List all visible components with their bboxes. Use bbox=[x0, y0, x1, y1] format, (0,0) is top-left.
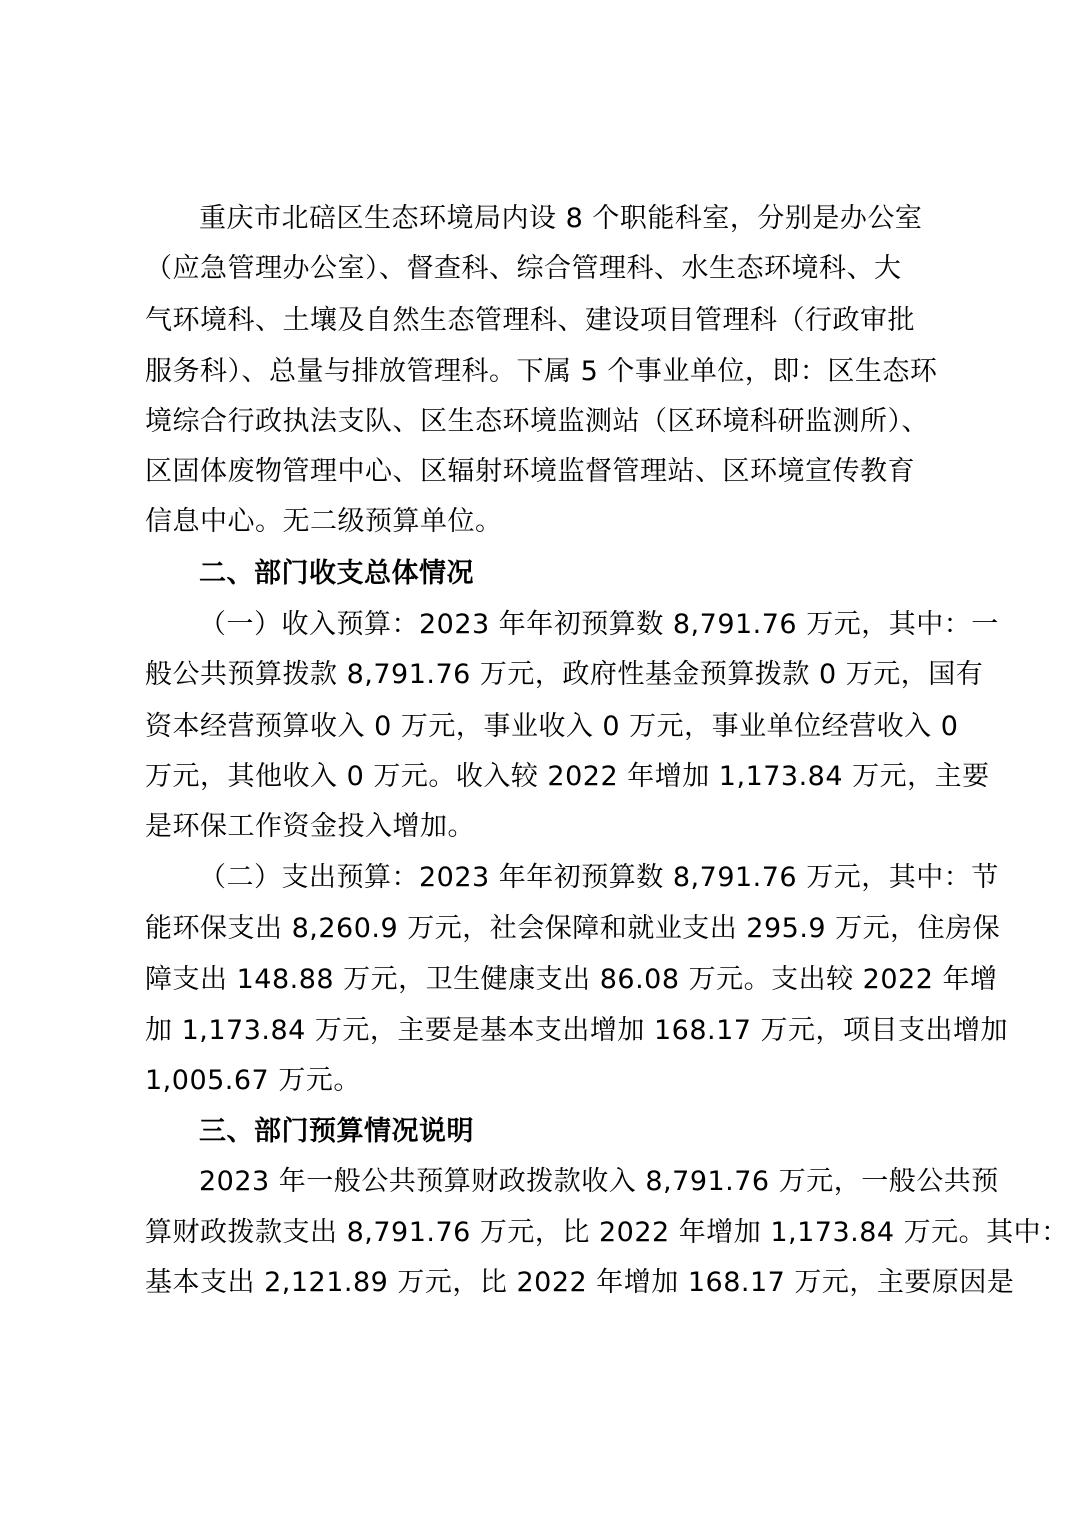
paragraph-line: （一）收入预算：2023 年年初预算数 8,791.76 万元，其中：一 bbox=[199, 609, 999, 640]
section-heading: 三、部门预算情况说明 bbox=[199, 1116, 474, 1147]
paragraph-line: 2023 年一般公共预算财政拨款收入 8,791.76 万元，一般公共预 bbox=[199, 1166, 999, 1197]
paragraph-line: 般公共预算拨款 8,791.76 万元，政府性基金预算拨款 0 万元，国有 bbox=[145, 659, 984, 690]
paragraph-line: 信息中心。无二级预算单位。 bbox=[145, 506, 503, 537]
paragraph-line: 气环境科、土壤及自然生态管理科、建设项目管理科（行政审批 bbox=[145, 305, 915, 336]
paragraph-line: 资本经营预算收入 0 万元，事业收入 0 万元，事业单位经营收入 0 bbox=[145, 711, 959, 742]
paragraph-line: 算财政拨款支出 8,791.76 万元，比 2022 年增加 1,173.84 万元。其中： bbox=[145, 1217, 1069, 1248]
paragraph-line: （应急管理办公室）、督查科、综合管理科、水生态环境科、大 bbox=[145, 253, 902, 284]
paragraph-line: 区固体废物管理中心、区辐射环境监督管理站、区环境宣传教育 bbox=[145, 456, 915, 487]
paragraph-line: 服务科）、总量与排放管理科。下属 5 个事业单位，即：区生态环 bbox=[145, 356, 938, 387]
paragraph-line: （二）支出预算：2023 年年初预算数 8,791.76 万元，其中：节 bbox=[199, 862, 999, 893]
paragraph-line: 境综合行政执法支队、区生态环境监测站（区环境科研监测所）、 bbox=[145, 406, 929, 437]
paragraph-line: 基本支出 2,121.89 万元，比 2022 年增加 168.17 万元，主要原因是 bbox=[145, 1267, 1015, 1298]
paragraph-line: 是环保工作资金投入增加。 bbox=[145, 811, 475, 842]
paragraph-line: 能环保支出 8,260.9 万元，社会保障和就业支出 295.9 万元，住房保 bbox=[145, 913, 1001, 944]
section-heading: 二、部门收支总体情况 bbox=[199, 558, 474, 589]
paragraph-line: 1,005.67 万元。 bbox=[145, 1065, 361, 1096]
paragraph-line: 万元，其他收入 0 万元。收入较 2022 年增加 1,173.84 万元，主要 bbox=[145, 761, 990, 792]
paragraph-line: 障支出 148.88 万元，卫生健康支出 86.08 万元。支出较 2022 年增 bbox=[145, 964, 998, 995]
paragraph-line: 重庆市北碚区生态环境局内设 8 个职能科室，分别是办公室 bbox=[199, 203, 923, 234]
paragraph-line: 加 1,173.84 万元，主要是基本支出增加 168.17 万元，项目支出增加 bbox=[145, 1015, 1009, 1046]
